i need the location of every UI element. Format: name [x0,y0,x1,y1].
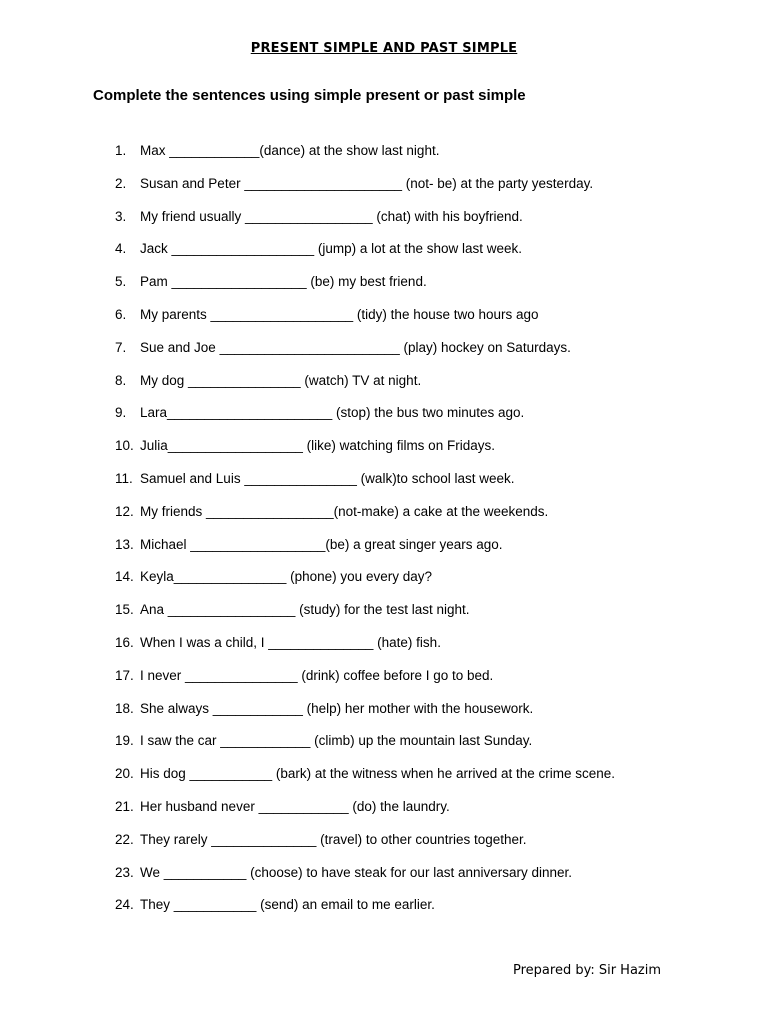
exercise-item [0,896,768,929]
exercise-sentence: Lara______________________ (stop) the bus two minutes ago. [140,405,525,421]
author-credit: Prepared by: Sir Hazim [513,963,662,978]
instruction-text: Complete the sentences using simple present or past simple [93,87,526,104]
exercise-number: 14. [115,569,134,585]
exercise-number: 17. [115,667,134,683]
exercise-number: 8. [115,372,127,388]
exercise-sentence: My dog _______________ (watch) TV at night. [140,372,422,388]
exercise-item [0,634,768,667]
exercise-sentence: Ana _________________ (study) for the test last night. [140,602,470,618]
exercise-number: 5. [115,274,127,290]
exercise-item [0,765,768,798]
exercise-item [0,667,768,700]
exercise-item [0,240,768,273]
exercise-list [0,142,768,929]
exercise-item [0,339,768,372]
exercise-number: 11. [115,470,133,486]
exercise-sentence: Pam __________________ (be) my best friend. [140,274,427,290]
exercise-sentence: His dog ___________ (bark) at the witness when he arrived at the crime scene. [140,766,616,782]
exercise-item [0,503,768,536]
exercise-item [0,864,768,897]
exercise-item [0,404,768,437]
worksheet-title: PRESENT SIMPLE AND PAST SIMPLE [250,41,518,56]
exercise-sentence: They ___________ (send) an email to me earlier. [140,897,435,913]
exercise-sentence: I never _______________ (drink) coffee before I go to bed. [140,667,494,683]
exercise-number: 18. [115,700,134,716]
exercise-sentence: Sue and Joe ________________________ (play) hockey on Saturdays. [140,339,571,355]
exercise-item [0,175,768,208]
exercise-number: 3. [115,208,127,224]
exercise-number: 2. [115,175,127,191]
exercise-item [0,732,768,765]
exercise-sentence: My parents ___________________ (tidy) the house two hours ago [140,306,539,322]
exercise-sentence: Michael __________________(be) a great singer years ago. [140,536,503,552]
exercise-item [0,306,768,339]
exercise-number: 6. [115,306,127,322]
exercise-item [0,273,768,306]
exercise-sentence: She always ____________ (help) her mother with the housework. [140,700,534,716]
exercise-sentence: My friends _________________(not-make) a cake at the weekends. [140,503,549,519]
exercise-sentence: Keyla_______________ (phone) you every day? [140,569,432,585]
exercise-number: 7. [115,339,127,355]
exercise-sentence: Samuel and Luis _______________ (walk)to school last week. [140,470,515,486]
exercise-number: 22. [115,831,134,847]
exercise-number: 19. [115,733,134,749]
exercise-number: 24. [115,897,134,913]
exercise-sentence: My friend usually _________________ (chat) with his boyfriend. [140,208,523,224]
exercise-number: 4. [115,241,127,257]
exercise-number: 15. [115,602,134,618]
exercise-number: 23. [115,864,134,880]
exercise-number: 1. [115,143,127,158]
exercise-sentence: They rarely ______________ (travel) to other countries together. [140,831,527,847]
exercise-item [0,831,768,864]
exercise-item [0,700,768,733]
exercise-sentence: Max ____________(dance) at the show last night. [140,143,440,158]
exercise-item [0,601,768,634]
exercise-number: 21. [115,798,134,814]
exercise-number: 13. [115,536,134,552]
exercise-item [0,470,768,503]
exercise-sentence: Her husband never ____________ (do) the laundry. [140,798,450,814]
exercise-item [0,568,768,601]
exercise-item [0,437,768,470]
exercise-sentence: We ___________ (choose) to have steak for our last anniversary dinner. [140,864,573,880]
exercise-number: 20. [115,766,134,782]
exercise-item [0,142,768,175]
exercise-item [0,536,768,569]
exercise-sentence: Susan and Peter _____________________ (not- be) at the party yesterday. [140,175,594,191]
exercise-number: 16. [115,634,134,650]
exercise-sentence: Jack ___________________ (jump) a lot at the show last week. [140,241,523,257]
exercise-sentence: I saw the car ____________ (climb) up the mountain last Sunday. [140,733,533,749]
exercise-sentence: Julia__________________ (like) watching films on Fridays. [140,438,495,454]
exercise-item [0,208,768,241]
exercise-sentence: When I was a child, I ______________ (hate) fish. [140,634,441,650]
exercise-number: 10. [115,438,134,454]
exercise-number: 12. [115,503,134,519]
exercise-item [0,372,768,405]
exercise-number: 9. [115,405,127,421]
exercise-item [0,798,768,831]
